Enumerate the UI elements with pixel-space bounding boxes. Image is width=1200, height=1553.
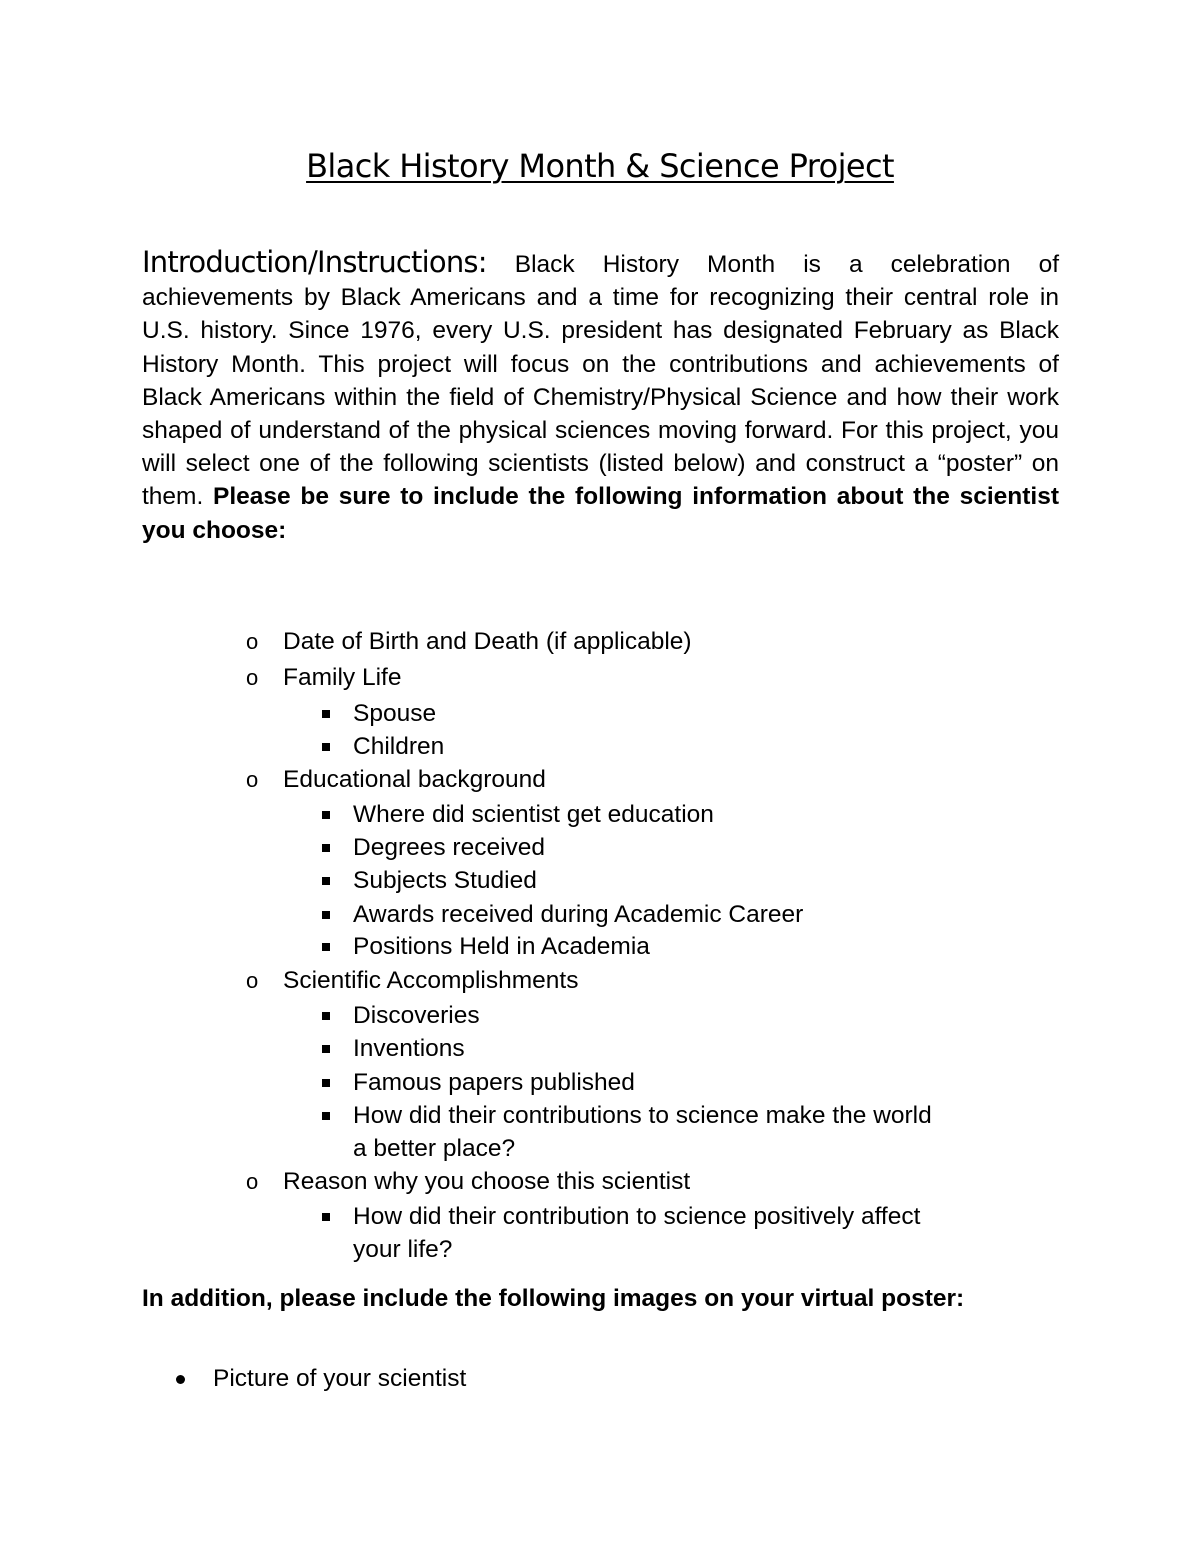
list-item-text: Awards received during Academic Career — [353, 901, 804, 928]
circle-bullet-icon: o — [246, 629, 259, 654]
list-item — [353, 1066, 635, 1099]
list-item — [353, 1200, 920, 1233]
list-item-text: How did their contributions to science make the world — [353, 1102, 932, 1129]
list-item — [246, 763, 546, 796]
list-item-text: Subjects Studied — [353, 867, 537, 894]
circle-bullet-icon: o — [246, 665, 259, 690]
list-item-text: Spouse — [353, 700, 437, 727]
square-bullet-icon — [322, 1012, 330, 1020]
images-instruction: In addition, please include the following images on your virtual poster: — [142, 1285, 965, 1312]
square-bullet-icon — [322, 844, 330, 852]
square-bullet-icon — [322, 743, 330, 751]
list-item — [246, 964, 579, 997]
circle-bullet-icon: o — [246, 1169, 259, 1194]
list-item-text: Reason why you choose this scientist — [283, 1168, 691, 1195]
square-bullet-icon — [322, 943, 330, 951]
list-item-text: your life? — [353, 1236, 453, 1263]
list-item — [353, 930, 650, 963]
list-item — [353, 1032, 465, 1065]
list-item-text: Scientific Accomplishments — [283, 967, 579, 994]
square-bullet-icon — [322, 1079, 330, 1087]
list-item — [246, 625, 692, 658]
list-item-text: Picture of your scientist — [213, 1365, 467, 1392]
list-item — [246, 661, 402, 694]
square-bullet-icon — [322, 1213, 330, 1221]
list-item-text: Family Life — [283, 664, 402, 691]
list-item-text: Discoveries — [353, 1002, 480, 1029]
intro-bold-instruction: Please be sure to include the following information about the scientist you choose: — [142, 483, 1059, 544]
list-item — [353, 730, 444, 763]
list-item — [353, 831, 545, 864]
list-item-text: Inventions — [353, 1035, 465, 1062]
circle-bullet-icon: o — [246, 767, 259, 792]
circle-bullet-icon: o — [246, 968, 259, 993]
list-item-text: Where did scientist get education — [353, 801, 714, 828]
square-bullet-icon — [322, 1045, 330, 1053]
square-bullet-icon — [322, 710, 330, 718]
list-item — [353, 898, 803, 931]
square-bullet-icon — [322, 877, 330, 885]
list-item-continuation — [353, 1233, 452, 1266]
list-item — [353, 1099, 932, 1132]
list-item-continuation — [353, 1132, 515, 1165]
intro-heading: Introduction/Instructions: — [142, 245, 487, 279]
list-item — [213, 1362, 466, 1395]
list-item — [353, 999, 480, 1032]
list-item-text: Date of Birth and Death (if applicable) — [283, 628, 692, 655]
list-item-text: Degrees received — [353, 834, 546, 861]
list-item — [246, 1165, 691, 1198]
list-item — [353, 697, 436, 730]
square-bullet-icon — [322, 1112, 330, 1120]
list-item-text: Famous papers published — [353, 1069, 635, 1096]
list-item — [353, 864, 537, 897]
list-item-text: a better place? — [353, 1135, 516, 1162]
list-item-text: Educational background — [283, 766, 546, 793]
document-title: Black History Month & Science Project — [306, 147, 894, 185]
round-bullet-icon — [176, 1375, 185, 1384]
square-bullet-icon — [322, 911, 330, 919]
square-bullet-icon — [322, 811, 330, 819]
list-item-text: Positions Held in Academia — [353, 933, 650, 960]
list-item-text: How did their contribution to science positively affect — [353, 1203, 921, 1230]
intro-body: Black History Month is a celebration of achievements by Black Americans and a time for recognizing their central role in U.S. history. Since 1976, every U.S. president has designated February as Black History Month. This project will focus on the contributions and achievements of Black Americans within the field of Chemistry/Physical Science and how their work shaped of understand of the physical sciences moving forward. For this project, you will select one of the following scientists (listed below) and construct a “poster” on them. — [142, 251, 1059, 511]
list-item — [353, 798, 714, 831]
list-item-text: Children — [353, 733, 445, 760]
